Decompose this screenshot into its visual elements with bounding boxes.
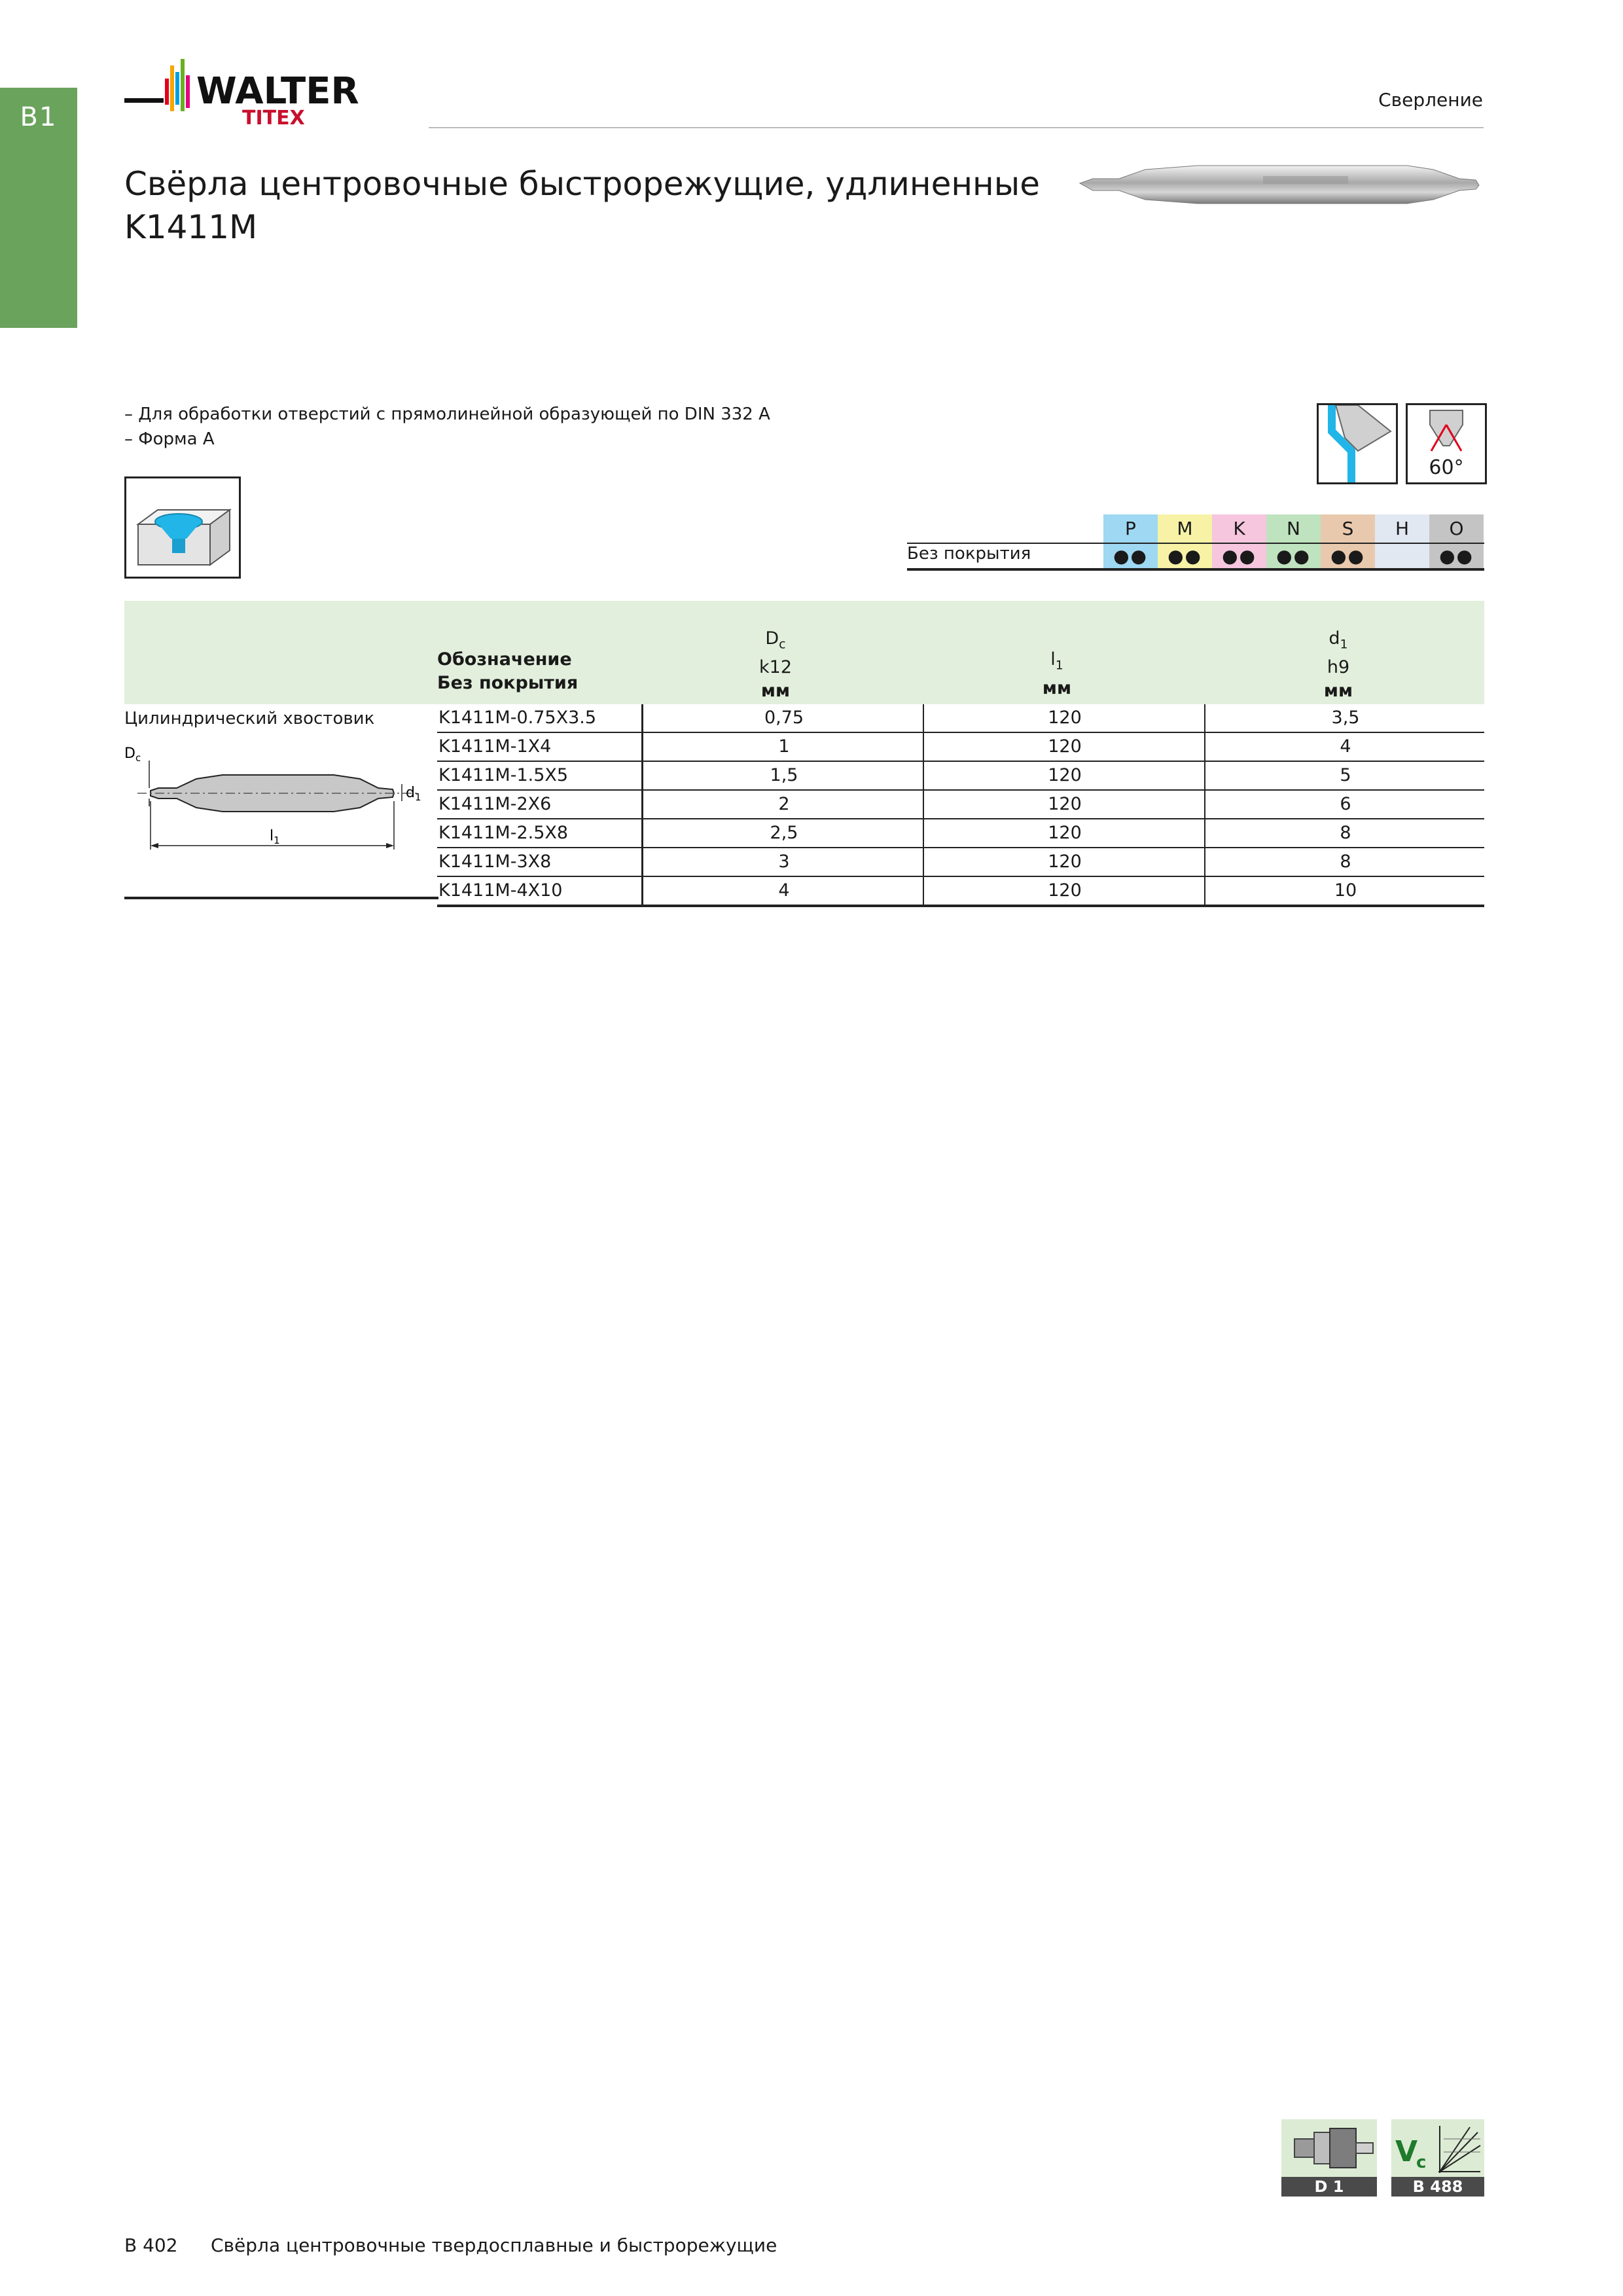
d1-cell: 5: [1204, 762, 1486, 789]
tool-photo: [1067, 147, 1486, 219]
logo-wordmark: WALTER: [196, 70, 359, 113]
feature-item: – Для обработки отверстий с прямолинейной образующей по DIN 332 A: [124, 404, 770, 424]
coating-label: Без покрытия: [907, 544, 1031, 564]
ref-cutting-data-label: B 488: [1391, 2177, 1484, 2197]
ref-chuck-button[interactable]: [1281, 2119, 1377, 2197]
table-row[interactable]: [437, 762, 1484, 791]
drawing-d1-label: $d_1$: [406, 785, 421, 803]
table-row[interactable]: [437, 791, 1484, 819]
d1-cell: 8: [1204, 819, 1486, 847]
designation-cell: K1411M-2X6: [438, 794, 552, 814]
l1-cell: 120: [923, 704, 1205, 732]
material-s-rating: ●●: [1321, 543, 1375, 569]
point-angle-label: 60°: [1429, 456, 1464, 479]
designation-cell: K1411M-1X4: [438, 736, 552, 757]
section-tab-label: B1: [20, 102, 58, 132]
countersink-application-icon: [124, 476, 241, 579]
page-title: [124, 162, 1041, 249]
material-group-table: [1103, 514, 1484, 569]
material-table-rule: [907, 543, 1484, 544]
material-h-header: H: [1375, 514, 1429, 543]
tool-dimension-drawing: [124, 738, 432, 856]
designation-cell: K1411M-3X8: [438, 852, 552, 872]
col-dc-header: $D_c$ k12 мм: [759, 628, 792, 702]
material-s-header: S: [1321, 514, 1375, 543]
dc-cell: 2: [641, 791, 925, 818]
dc-cell: 3: [641, 848, 925, 876]
material-o-rating: ●●: [1429, 543, 1484, 569]
point-angle-icon: [1406, 403, 1487, 484]
ref-chuck-label: D 1: [1281, 2177, 1377, 2197]
l1-cell: 120: [923, 877, 1205, 905]
product-table-body: [437, 704, 1484, 907]
designation-cell: K1411M-0.75X3.5: [438, 708, 597, 728]
designation-cell: K1411M-2.5X8: [438, 823, 569, 843]
l1-cell: 120: [923, 733, 1205, 761]
designation-cell: K1411M-1.5X5: [438, 765, 569, 785]
center-drill-form-icon: [1317, 403, 1398, 484]
table-row[interactable]: [437, 819, 1484, 848]
l1-cell: 120: [923, 819, 1205, 847]
material-p-rating: ●●: [1103, 543, 1158, 569]
shank-type-label: Цилиндрический хвостовик: [124, 709, 375, 728]
table-row[interactable]: [437, 733, 1484, 762]
d1-cell: 6: [1204, 791, 1486, 818]
d1-cell: 10: [1204, 877, 1486, 905]
d1-cell: 4: [1204, 733, 1486, 761]
material-p-header: P: [1103, 514, 1158, 543]
chuck-icon: [1281, 2119, 1377, 2177]
designation-cell: K1411M-4X10: [438, 880, 563, 901]
walter-titex-logo: [124, 59, 406, 131]
title-line-1: Свёрла центровочные быстрорежущие, удлиненные: [124, 165, 1040, 203]
page-number: B 402: [124, 2234, 178, 2256]
d1-cell: 8: [1204, 848, 1486, 876]
dc-cell: 0,75: [641, 704, 925, 732]
ref-cutting-data-button[interactable]: [1391, 2119, 1484, 2197]
col-designation-header: Обозначение Без покрытия: [437, 649, 579, 693]
material-o-header: O: [1429, 514, 1484, 543]
material-table-bottom-rule: [907, 568, 1484, 571]
material-m-header: M: [1158, 514, 1212, 543]
logo-submark: TITEX: [242, 107, 305, 130]
table-header: [124, 601, 1484, 704]
material-n-rating: ●●: [1266, 543, 1321, 569]
table-row[interactable]: [437, 877, 1484, 907]
dc-cell: 2,5: [641, 819, 925, 847]
drawing-dc-label: $D_c$: [124, 745, 141, 764]
material-h-rating: [1375, 543, 1429, 569]
svg-text:c: c: [1416, 2153, 1427, 2172]
drawing-l1-label: $l_1$: [270, 828, 280, 846]
feature-item: – Форма A: [124, 429, 215, 449]
d1-cell: 3,5: [1204, 704, 1486, 732]
material-k-rating: ●●: [1212, 543, 1266, 569]
table-row[interactable]: [437, 848, 1484, 877]
col-l1-header: $l_1$ мм: [1042, 649, 1072, 699]
material-k-header: K: [1212, 514, 1266, 543]
section-label: Сверление: [1378, 89, 1483, 111]
section-tab[interactable]: [0, 88, 77, 328]
l1-cell: 120: [923, 848, 1205, 876]
table-bottom-rule: [124, 897, 438, 899]
header-rule: [429, 127, 1484, 128]
col-d1-header: $d_1$ h9 мм: [1323, 628, 1353, 702]
footer-chapter-title: Свёрла центровочные твердосплавные и быстрорежущие: [211, 2234, 777, 2256]
l1-cell: 120: [923, 791, 1205, 818]
cutting-speed-icon: [1391, 2119, 1484, 2177]
material-n-header: N: [1266, 514, 1321, 543]
dc-cell: 4: [641, 877, 925, 905]
material-m-rating: ●●: [1158, 543, 1212, 569]
title-line-2: K1411M: [124, 208, 258, 246]
svg-text:V: V: [1395, 2135, 1418, 2168]
table-row[interactable]: [437, 704, 1484, 733]
l1-cell: 120: [923, 762, 1205, 789]
feature-list: [124, 402, 770, 452]
dc-cell: 1,5: [641, 762, 925, 789]
dc-cell: 1: [641, 733, 925, 761]
